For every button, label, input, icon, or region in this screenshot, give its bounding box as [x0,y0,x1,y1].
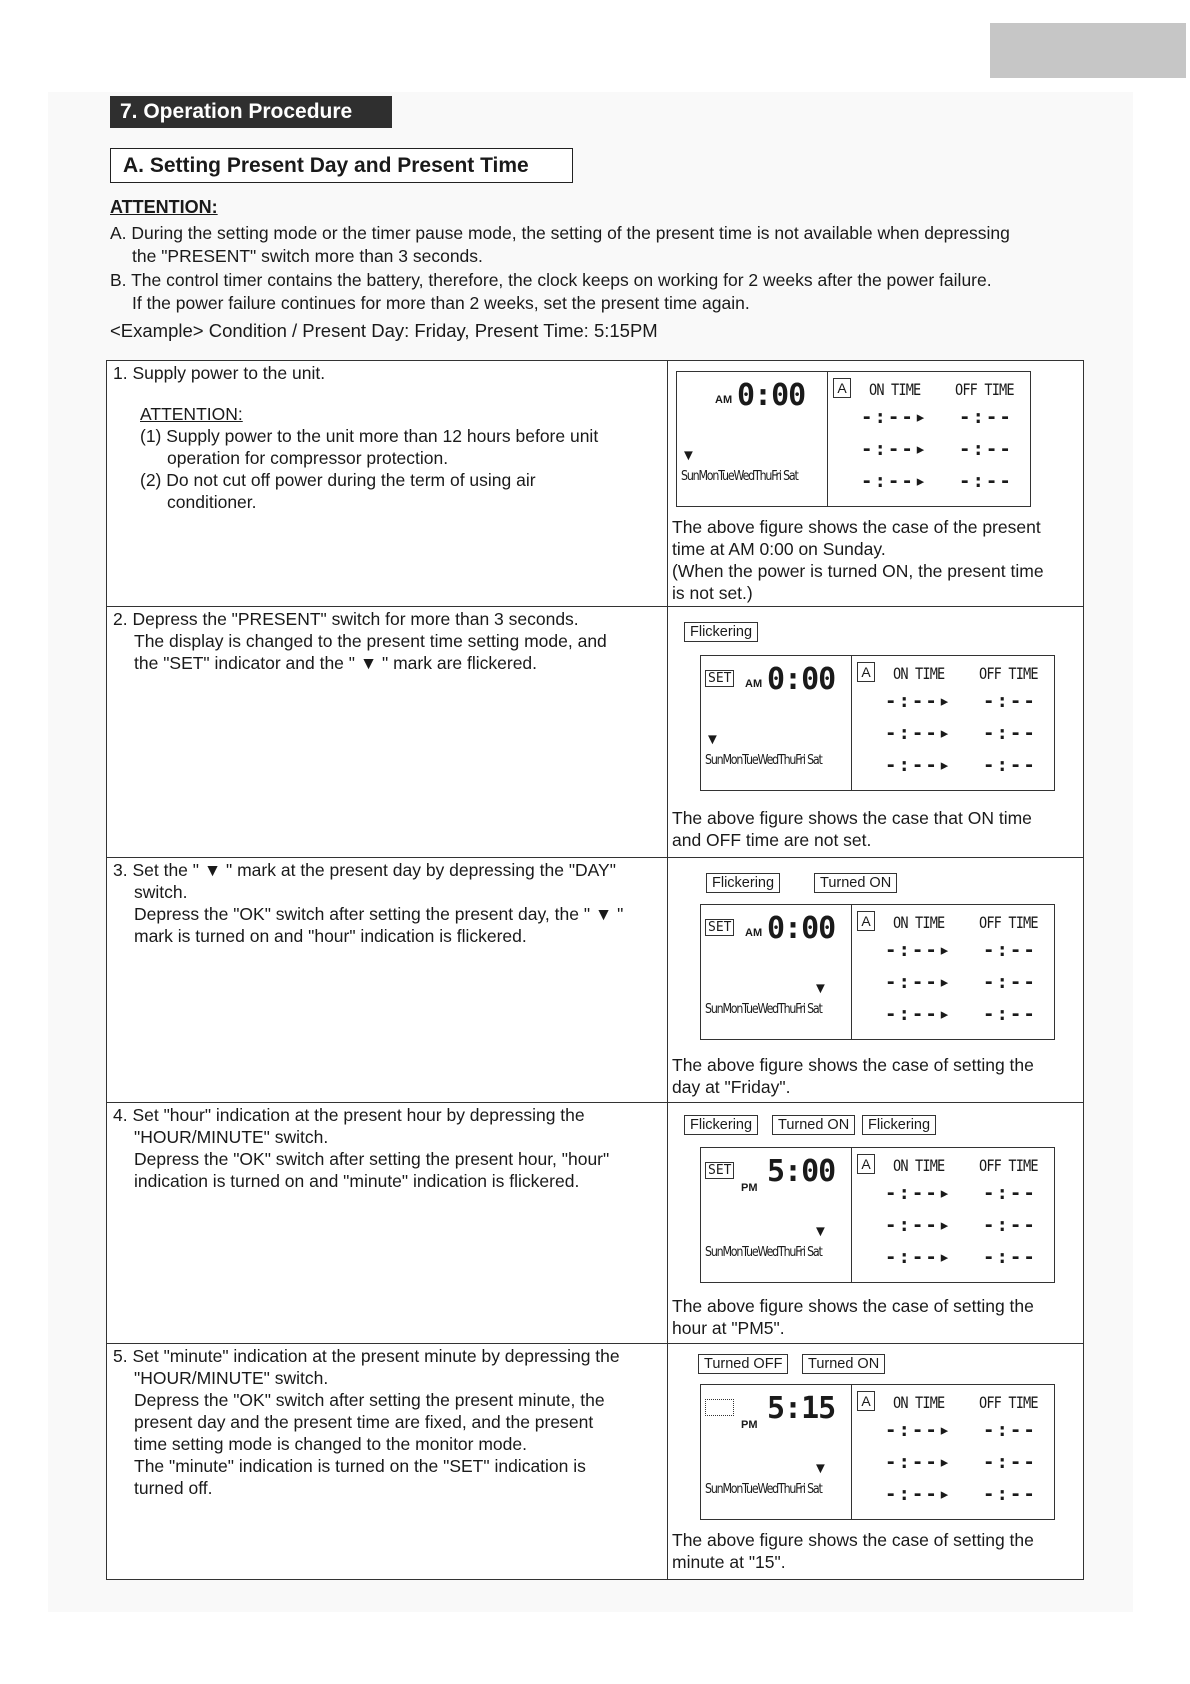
step-line: Depress the "OK" switch after setting the present hour, "hour" [134,1149,610,1169]
set-indicator: SET [705,1162,734,1179]
caption-line: day at "Friday". [672,1077,791,1097]
step-row [107,858,1084,1103]
a-indicator: A [857,1391,875,1411]
lcd-display [700,655,1055,791]
step-line: The display is changed to the present time setting mode, and [134,631,607,651]
turned-on-label: Turned ON [814,873,897,893]
day-marker-icon: ▼ [681,447,696,464]
on-time-slot-2: -:--▸ [861,438,929,460]
a-indicator: A [857,1154,875,1174]
off-time-slot-3: -:-- [959,470,1013,492]
off-time-header: OFF TIME [979,1156,1038,1175]
corner-tab [990,23,1186,78]
on-time-slot-1: -:--▸ [885,1419,953,1441]
a-indicator: A [857,911,875,931]
step-figure [668,607,1084,858]
step-line: Depress the "OK" switch after setting the present minute, the [134,1390,605,1410]
off-time-slot-2: -:-- [983,1214,1037,1236]
step-line: 2. Depress the "PRESENT" switch for more than 3 seconds. [113,609,579,629]
on-time-slot-1: -:--▸ [885,939,953,961]
flickering-label: Flickering [684,1115,758,1135]
clock-digits: 5:00 [767,1154,836,1189]
day-marker-icon: ▼ [813,980,828,997]
off-time-slot-1: -:-- [983,1419,1037,1441]
turned-off-label: Turned OFF [698,1354,788,1374]
off-time-header: OFF TIME [979,1393,1038,1412]
step-attention-line: (1) Supply power to the unit more than 12 hours before unit [140,426,599,446]
set-indicator: SET [705,919,734,936]
caption-line: and OFF time are not set. [672,830,872,850]
flickering-label: Flickering [684,622,758,642]
attention-line: B. The control timer contains the battery, therefore, the clock keeps on working for 2 weeks after the power failure. [110,270,992,290]
step-row [107,607,1084,858]
on-time-slot-3: -:--▸ [885,1483,953,1505]
off-time-slot-1: -:-- [983,1182,1037,1204]
on-time-header: ON TIME [893,1393,945,1412]
off-time-slot-2: -:-- [959,438,1013,460]
step-line: the "SET" indicator and the " ▼ " mark are flickered. [134,653,538,673]
flickering-label: Flickering [706,873,780,893]
off-time-slot-1: -:-- [983,939,1037,961]
caption-line: hour at "PM5". [672,1318,785,1338]
step-figure [668,1103,1084,1344]
off-time-slot-3: -:-- [983,1483,1037,1505]
divider [851,905,852,1039]
attention-line: the "PRESENT" switch more than 3 seconds. [132,246,483,266]
on-time-slot-3: -:--▸ [885,1003,953,1025]
caption-line: minute at "15". [672,1552,786,1572]
on-time-slot-1: -:--▸ [885,690,953,712]
off-time-header: OFF TIME [979,664,1038,683]
off-time-slot-1: -:-- [959,406,1013,428]
attention-line: If the power failure continues for more than 2 weeks, set the present time again. [132,293,750,313]
set-indicator: SET [705,670,734,687]
ampm-indicator: AM [745,927,763,939]
on-time-header: ON TIME [869,380,921,399]
step-attention-heading: ATTENTION: [140,404,243,424]
set-indicator-off [705,1399,734,1416]
step-row [107,1103,1084,1344]
off-time-slot-3: -:-- [983,1003,1037,1025]
on-time-slot-2: -:--▸ [885,1214,953,1236]
step-attention-line: (2) Do not cut off power during the term of using air [140,470,536,490]
step-line: time setting mode is changed to the monitor mode. [134,1434,527,1454]
step-line: 4. Set "hour" indication at the present hour by depressing the [113,1105,585,1125]
step-instructions [107,1103,668,1344]
lcd-display [700,1147,1055,1283]
lcd-display [700,904,1055,1040]
step-line: "HOUR/MINUTE" switch. [134,1127,329,1147]
attention-heading: ATTENTION: [110,197,218,217]
ampm-indicator: PM [741,1419,758,1431]
clock-digits: 0:00 [737,378,806,413]
weekday-row: SunMonTueWedThuFri Sat [705,753,822,768]
off-time-header: OFF TIME [955,380,1014,399]
step-line: 1. Supply power to the unit. [113,363,326,383]
step-row [107,1344,1084,1580]
step-line: 5. Set "minute" indication at the present minute by depressing the [113,1346,620,1366]
caption-line: The above figure shows the case that ON time [672,808,1032,828]
divider [827,372,828,506]
step-instructions [107,1344,668,1580]
ampm-indicator: PM [741,1182,758,1194]
caption-line: is not set.) [672,583,753,603]
sub-title: A. Setting Present Day and Present Time [110,148,573,183]
step-instructions [107,858,668,1103]
step-line: The "minute" indication is turned on the "SET" indication is [134,1456,586,1476]
step-figure [668,361,1084,607]
weekday-row: SunMonTueWedThuFri Sat [705,1482,822,1497]
day-marker-icon: ▼ [813,1460,828,1477]
divider [851,656,852,790]
on-time-slot-1: -:--▸ [885,1182,953,1204]
step-figure [668,1344,1084,1580]
step-line: present day and the present time are fixed, and the present [134,1412,594,1432]
clock-digits: 0:00 [767,911,836,946]
off-time-slot-2: -:-- [983,1451,1037,1473]
divider [851,1385,852,1519]
step-instructions [107,607,668,858]
weekday-row: SunMonTueWedThuFri Sat [681,469,798,484]
lcd-display [676,371,1031,507]
step-instructions [107,361,668,607]
day-marker-icon: ▼ [705,731,720,748]
flickering-label: Flickering [862,1115,936,1135]
caption-line: time at AM 0:00 on Sunday. [672,539,886,559]
on-time-slot-3: -:--▸ [861,470,929,492]
on-time-slot-3: -:--▸ [885,754,953,776]
step-attention-line: conditioner. [167,492,257,512]
step-line: Depress the "OK" switch after setting the present day, the " ▼ " [134,904,624,924]
off-time-slot-2: -:-- [983,971,1037,993]
weekday-row: SunMonTueWedThuFri Sat [705,1245,822,1260]
a-indicator: A [833,378,851,398]
off-time-slot-3: -:-- [983,754,1037,776]
lcd-display [700,1384,1055,1520]
ampm-indicator: AM [715,394,733,406]
off-time-slot-2: -:-- [983,722,1037,744]
clock-digits: 5:15 [767,1391,836,1426]
on-time-header: ON TIME [893,1156,945,1175]
step-figure [668,858,1084,1103]
turned-on-label: Turned ON [802,1354,885,1374]
on-time-header: ON TIME [893,913,945,932]
step-line: switch. [134,882,188,902]
on-time-header: ON TIME [893,664,945,683]
weekday-row: SunMonTueWedThuFri Sat [705,1002,822,1017]
on-time-slot-3: -:--▸ [885,1246,953,1268]
step-row [107,361,1084,607]
steps-table [106,360,1084,1580]
caption-line: The above figure shows the case of setting the [672,1296,1034,1316]
step-line: 3. Set the " ▼ " mark at the present day by depressing the "DAY" [113,860,616,880]
on-time-slot-1: -:--▸ [861,406,929,428]
attention-line: A. During the setting mode or the timer pause mode, the setting of the present time is not available when depressing [110,223,1010,243]
step-line: turned off. [134,1478,213,1498]
off-time-header: OFF TIME [979,913,1038,932]
caption-line: The above figure shows the case of setting the [672,1530,1034,1550]
caption-line: (When the power is turned ON, the present time [672,561,1044,581]
step-line: indication is turned on and "minute" indication is flickered. [134,1171,580,1191]
caption-line: The above figure shows the case of the present [672,517,1041,537]
section-title: 7. Operation Procedure [110,96,392,128]
a-indicator: A [857,662,875,682]
step-attention-line: operation for compressor protection. [167,448,449,468]
step-line: "HOUR/MINUTE" switch. [134,1368,329,1388]
on-time-slot-2: -:--▸ [885,722,953,744]
off-time-slot-1: -:-- [983,690,1037,712]
day-marker-icon: ▼ [813,1223,828,1240]
divider [851,1148,852,1282]
step-line: mark is turned on and "hour" indication is flickered. [134,926,527,946]
on-time-slot-2: -:--▸ [885,971,953,993]
caption-line: The above figure shows the case of setting the [672,1055,1034,1075]
example-condition: <Example> Condition / Present Day: Friday, Present Time: 5:15PM [110,320,658,341]
off-time-slot-3: -:-- [983,1246,1037,1268]
clock-digits: 0:00 [767,662,836,697]
turned-on-label: Turned ON [772,1115,855,1135]
on-time-slot-2: -:--▸ [885,1451,953,1473]
ampm-indicator: AM [745,678,763,690]
